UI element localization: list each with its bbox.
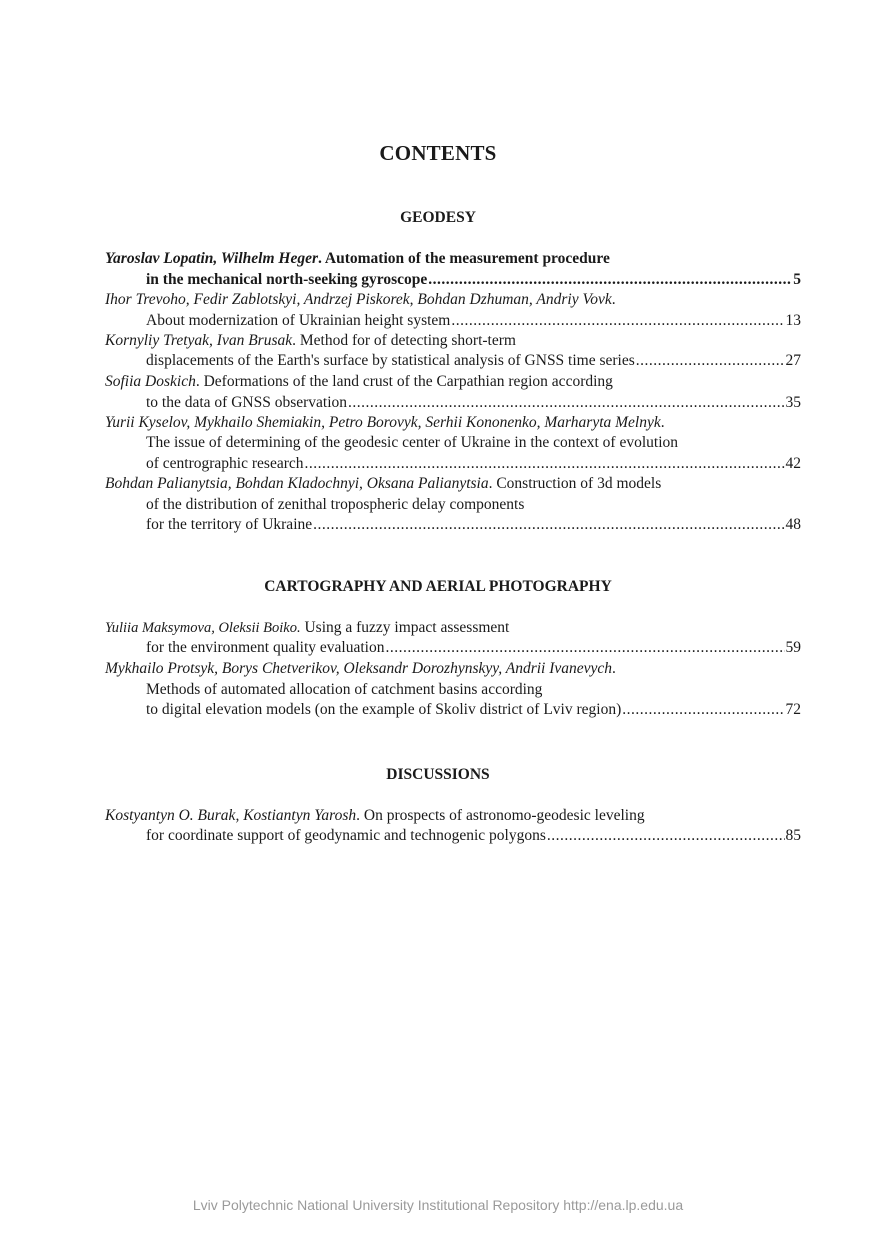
toc-entry-authors-line — [105, 331, 801, 351]
toc-entry-title-line — [146, 433, 801, 453]
dot-leader — [636, 351, 785, 371]
entry-authors: Mykhailo Protsyk, Borys Chetverikov, Oleksandr Dorozhynskyy, Andrii Ivanevych — [105, 660, 613, 677]
dot-leader — [385, 638, 784, 658]
entry-authors: Sofiia Doskich — [105, 373, 196, 390]
toc-entry-link[interactable] — [146, 826, 801, 846]
toc-entry-authors-line — [105, 249, 801, 269]
toc-entry-authors-line — [105, 806, 801, 826]
section-heading-discussions: DISCUSSIONS — [386, 766, 490, 783]
toc-entry-title-line — [146, 495, 801, 515]
toc-entry-link[interactable] — [146, 638, 801, 658]
entry-title: for the environment quality evaluation — [146, 639, 385, 656]
toc-entry-authors-line — [105, 372, 801, 392]
section-heading-geodesy: GEODESY — [400, 209, 476, 226]
dot-leader — [305, 454, 785, 474]
dot-leader — [348, 393, 784, 413]
entry-authors: Ihor Trevoho, Fedir Zablotskyi, Andrzej Piskorek, Bohdan Dzhuman, Andriy Vovk — [105, 291, 612, 308]
entry-title: for coordinate support of geodynamic and technogenic polygons — [146, 827, 546, 844]
toc-entry-authors-line — [105, 659, 801, 679]
page-number: 5 — [793, 271, 801, 288]
toc-entry-link[interactable] — [146, 270, 801, 290]
toc-entry-authors-line — [105, 474, 801, 494]
entry-title: . Construction of 3d models — [488, 475, 662, 492]
toc-entry-link[interactable] — [146, 351, 801, 371]
entry-title: Methods of automated allocation of catchment basins according — [146, 681, 543, 698]
entry-title: Using a fuzzy impact assessment — [300, 619, 510, 636]
toc-entry-link[interactable] — [146, 393, 801, 413]
entry-title: . Deformations of the land crust of the Carpathian region according — [195, 373, 613, 390]
toc-entry-title-line — [146, 680, 801, 700]
entry-title: displacements of the Earth's surface by statistical analysis of GNSS time series — [146, 352, 635, 369]
entry-title: About modernization of Ukrainian height system — [146, 312, 451, 329]
page-number: 13 — [785, 312, 801, 329]
entry-authors: Kostyantyn O. Burak, Kostiantyn Yarosh — [105, 807, 357, 824]
page-number: 42 — [785, 455, 801, 472]
entry-title: . — [612, 660, 616, 677]
toc-entry-authors-line — [105, 413, 801, 433]
page-title: CONTENTS — [379, 141, 497, 165]
entry-authors: Yaroslav Lopatin, Wilhelm Heger — [105, 250, 318, 267]
dot-leader — [622, 700, 784, 720]
entry-authors: Yuliia Maksymova, Oleksii Boiko. — [105, 620, 301, 636]
page-number: 72 — [785, 701, 801, 718]
entry-title: . On prospects of astronomo-geodesic leveling — [356, 807, 645, 824]
toc-entry-link[interactable] — [146, 311, 801, 331]
entry-title: to digital elevation models (on the example of Skoliv district of Lviv region) — [146, 701, 622, 718]
page-number: 85 — [785, 827, 801, 844]
dot-leader — [451, 311, 784, 331]
page-number: 48 — [785, 516, 801, 533]
entry-title: to the data of GNSS observation — [146, 394, 348, 411]
entry-title: . Automation of the measurement procedure — [318, 250, 610, 267]
page-number: 27 — [785, 352, 801, 369]
entry-title: . — [660, 414, 665, 431]
page-number: 59 — [785, 639, 801, 656]
entry-title: of centrographic research — [146, 455, 304, 472]
entry-title: The issue of determining of the geodesic center of Ukraine in the context of evolution — [146, 434, 678, 451]
entry-authors: Kornyliy Tretyak, Ivan Brusak — [105, 332, 293, 349]
section-heading-cartography: CARTOGRAPHY AND AERIAL PHOTOGRAPHY — [264, 578, 612, 595]
entry-title: of the distribution of zenithal tropospheric delay components — [146, 496, 525, 513]
repository-footer: Lviv Polytechnic National University Institutional Repository http://ena.lp.edu.ua — [192, 1197, 684, 1213]
toc-entry-authors-line — [105, 290, 801, 310]
toc-entry-authors-line — [105, 618, 801, 638]
page-number: 35 — [785, 394, 801, 411]
entry-title: . Method for of detecting short-term — [292, 332, 516, 349]
toc-entry-link[interactable] — [146, 454, 801, 474]
entry-authors: Yurii Kyselov, Mykhailo Shemiakin, Petro Borovyk, Serhii Kononenko, Marharyta Melnyk — [105, 414, 661, 431]
entry-authors: Bohdan Palianytsia, Bohdan Kladochnyi, Oksana Palianytsia — [105, 475, 489, 492]
entry-title: in the mechanical north-seeking gyroscope — [146, 271, 428, 288]
entry-title: for the territory of Ukraine — [146, 516, 313, 533]
dot-leader — [313, 515, 784, 535]
entry-title: . — [611, 291, 616, 308]
dot-leader — [428, 270, 792, 290]
dot-leader — [547, 826, 785, 846]
toc-entry-link[interactable] — [146, 515, 801, 535]
toc-entry-link[interactable] — [146, 700, 801, 720]
